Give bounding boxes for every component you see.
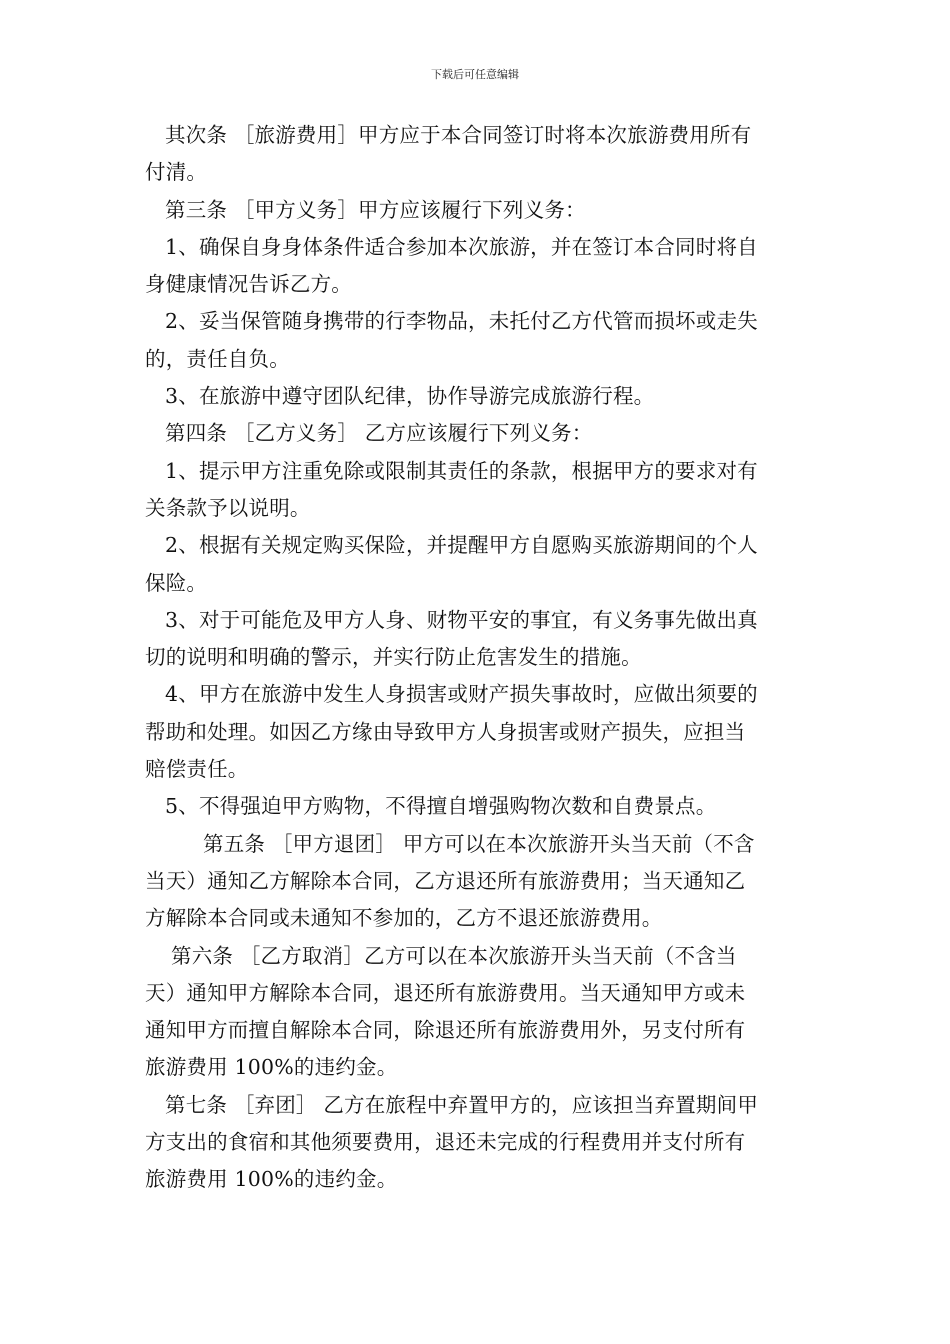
text-line: 2、根据有关规定购买保险，并提醒甲方自愿购买旅游期间的个人 <box>165 533 758 558</box>
text-line: 第六条 ［乙方取消］乙方可以在本次旅游开头当天前（不含当 <box>171 943 737 968</box>
text-line: 方解除本合同或未通知不参加的，乙方不退还旅游费用。 <box>145 906 663 931</box>
contract-body <box>145 117 809 1199</box>
text-line: 天）通知甲方解除本合同，退还所有旅游费用。当天通知甲方或未 <box>145 980 746 1005</box>
text-line: 3、对于可能危及甲方人身、财物平安的事宜，有义务事先做出真 <box>165 607 758 632</box>
text-line: 切的说明和明确的警示，并实行防止危害发生的措施。 <box>145 645 642 670</box>
text-line: 旅游费用 100%的违约金。 <box>145 1167 398 1192</box>
text-line: 关条款予以说明。 <box>145 495 311 520</box>
text-line: 1、确保自身身体条件适合参加本次旅游，并在签订本合同时将自 <box>165 234 758 259</box>
text-line: 帮助和处理。如因乙方缘由导致甲方人身损害或财产损失，应担当 <box>145 719 746 744</box>
text-line: 身健康情况告诉乙方。 <box>145 272 352 297</box>
text-line: 的，责任自负。 <box>145 346 290 371</box>
text-line: 当天）通知乙方解除本合同，乙方退还所有旅游费用；当天通知乙 <box>145 868 746 893</box>
text-line: 付清。 <box>145 160 208 185</box>
text-line: 第五条 ［甲方退团］ 甲方可以在本次旅游开头当天前（不含 <box>203 831 755 856</box>
text-line: 赔偿责任。 <box>145 757 249 782</box>
text-line: 1、提示甲方注重免除或限制其责任的条款，根据甲方的要求对有 <box>165 458 758 483</box>
text-line: 保险。 <box>145 570 208 595</box>
text-line: 第四条 ［乙方义务］ 乙方应该履行下列义务： <box>165 421 593 446</box>
page-header: 下载后可任意编辑 <box>431 68 519 81</box>
text-line: 其次条 ［旅游费用］甲方应于本合同签订时将本次旅游费用所有 <box>165 123 752 147</box>
text-line: 第七条 ［弃团］ 乙方在旅程中弃置甲方的，应该担当弃置期间甲 <box>165 1092 759 1117</box>
text-line: 方支出的食宿和其他须要费用，退还未完成的行程费用并支付所有 <box>145 1130 746 1155</box>
text-line: 2、妥当保管随身携带的行李物品，未托付乙方代管而损坏或走失 <box>165 309 758 334</box>
text-line: 4、甲方在旅游中发生人身损害或财产损失事故时，应做出须要的 <box>165 682 758 707</box>
text-line: 3、在旅游中遵守团队纪律，协作导游完成旅游行程。 <box>165 384 655 409</box>
text-line: 5、不得强迫甲方购物，不得擅自增强购物次数和自费景点。 <box>165 794 717 819</box>
text-line: 通知甲方而擅自解除本合同，除退还所有旅游费用外，另支付所有 <box>145 1018 746 1043</box>
text-line: 旅游费用 100%的违约金。 <box>145 1055 398 1080</box>
text-line: 第三条 ［甲方义务］甲方应该履行下列义务： <box>165 197 586 222</box>
